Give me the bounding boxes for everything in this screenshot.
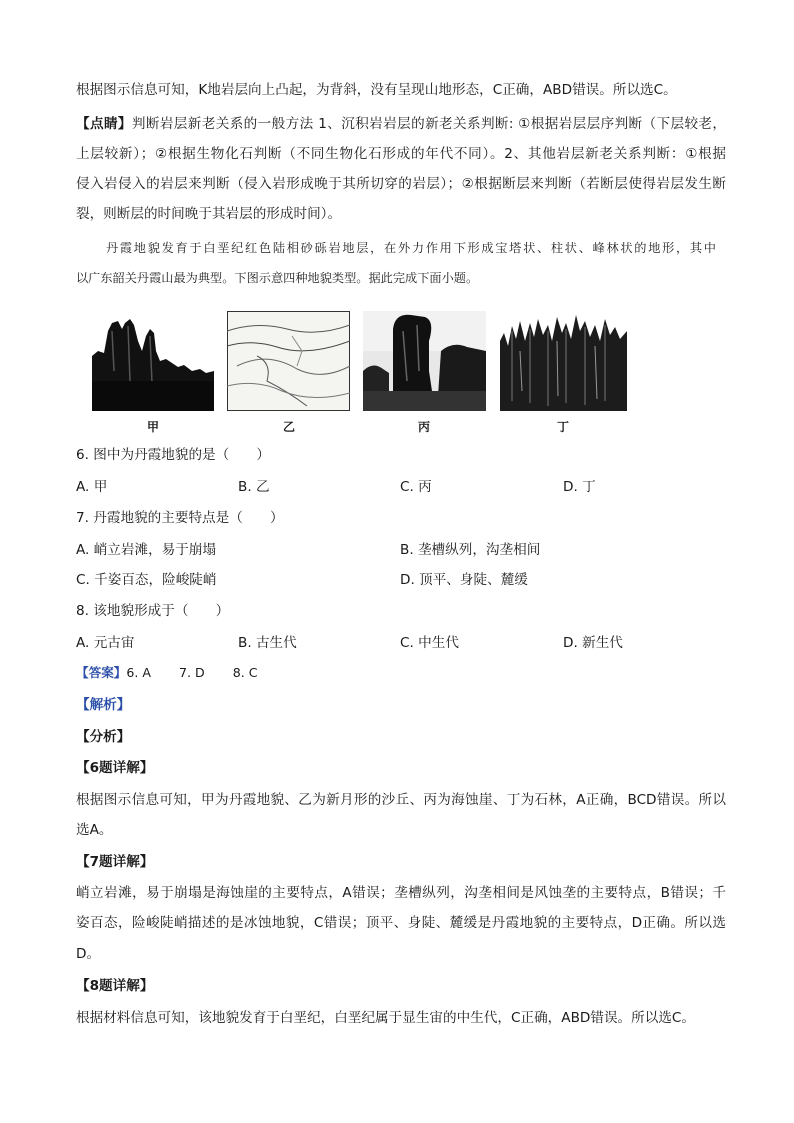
- caption-yi: 乙: [282, 420, 295, 434]
- q8-stem: 8. 该地貌形成于（ ）: [76, 603, 230, 619]
- q7-detail-heading: 【7题详解】: [76, 854, 154, 870]
- q6-stem: 6. 图中为丹霞地貌的是（ ）: [76, 447, 271, 463]
- dianjing-tag: 【点睛】: [76, 116, 132, 132]
- caption-bing: 丙: [417, 420, 430, 434]
- q8-detail-line-1: 根据材料信息可知，该地貌发育于白垩纪，白垩纪属于显生宙的中生代，C正确，ABD错误。所以选C。: [76, 1010, 696, 1026]
- landform-image-yi: [227, 311, 350, 411]
- q6-option-d: D. 丁: [563, 479, 596, 495]
- q7-option-d: D. 顶平、身陡、麓缓: [400, 572, 528, 588]
- q7-option-a: A. 峭立岩滩，易于崩塌: [76, 542, 217, 558]
- dianjing-line-1: [76, 114, 726, 134]
- q7-option-b: B. 垄槽纵列，沟垄相间: [400, 542, 541, 558]
- q6-option-a: A. 甲: [76, 479, 108, 495]
- answer-7: 7. D: [179, 665, 205, 680]
- q7-stem: 7. 丹霞地貌的主要特点是（ ）: [76, 510, 284, 526]
- material-line-2: 以广东韶关丹霞山最为典型。下图示意四种地貌类型。据此完成下面小题。: [76, 271, 479, 285]
- dianjing-line-2: 上层较新）；②根据生物化石判断（不同生物化石形成的年代不同）。2、其他岩层新老关系判断：①根据: [76, 146, 726, 162]
- answer-line: [76, 663, 258, 683]
- landform-image-bing: [363, 311, 486, 411]
- landform-image-ding: [500, 311, 627, 411]
- fenxi-heading: 【分析】: [76, 729, 131, 745]
- caption-jia: 甲: [146, 420, 159, 434]
- dianjing-line-4: 裂，则断层的时间晚于其岩层的形成时间）。: [76, 206, 342, 222]
- q6-detail-line-1: 根据图示信息可知，甲为丹霞地貌、乙为新月形的沙丘、丙为海蚀崖、丁为石林，A正确，BCD错误。所以: [76, 792, 726, 808]
- landform-image-jia: [92, 311, 214, 411]
- q8-option-b: B. 古生代: [238, 635, 297, 651]
- material-line-1: 丹霞地貌发育于白垩纪红色陆相砂砾岩地层，在外力作用下形成宝塔状、柱状、峰林状的地形，其中: [106, 241, 716, 255]
- q6-detail-heading: 【6题详解】: [76, 760, 154, 776]
- q7-option-c: C. 千姿百态，险峻陡峭: [76, 572, 217, 588]
- prev-answer-line: 根据图示信息可知，K地岩层向上凸起，为背斜，没有呈现山地形态，C正确，ABD错误。所以选C。: [76, 82, 677, 98]
- dianjing-text-1: 判断岩层新老关系的一般方法 1、沉积岩岩层的新老关系判断: ①根据岩层层序判断（下层较老，: [131, 116, 726, 132]
- q6-option-c: C. 丙: [400, 479, 432, 495]
- answer-6: 6. A: [126, 665, 152, 680]
- q7-detail-line-1: 峭立岩滩，易于崩塌是海蚀崖的主要特点，A错误；垄槽纵列，沟垄相间是风蚀垄的主要特点，B错误；千: [76, 885, 726, 901]
- q7-detail-line-3: D。: [76, 946, 101, 962]
- q8-detail-heading: 【8题详解】: [76, 978, 154, 994]
- q6-detail-line-2: 选A。: [76, 822, 113, 838]
- answer-8: 8. C: [232, 665, 258, 680]
- q8-option-c: C. 中生代: [400, 635, 459, 651]
- dianjing-line-3: 侵入岩侵入的岩层来判断（侵入岩形成晚于其所切穿的岩层）；②根据断层来判断（若断层使得岩层发生断: [76, 176, 726, 192]
- caption-ding: 丁: [556, 420, 569, 434]
- q7-detail-line-2: 姿百态，险峻陡峭描述的是冰蚀地貌，C错误；顶平、身陡、麓缓是丹霞地貌的主要特点，D正确。所以选: [76, 915, 726, 931]
- jiexi-heading: 【解析】: [76, 697, 131, 713]
- q8-option-d: D. 新生代: [563, 635, 623, 651]
- q6-option-b: B. 乙: [238, 479, 270, 495]
- answer-tag: 【答案】: [76, 665, 127, 680]
- q8-option-a: A. 元古宙: [76, 635, 135, 651]
